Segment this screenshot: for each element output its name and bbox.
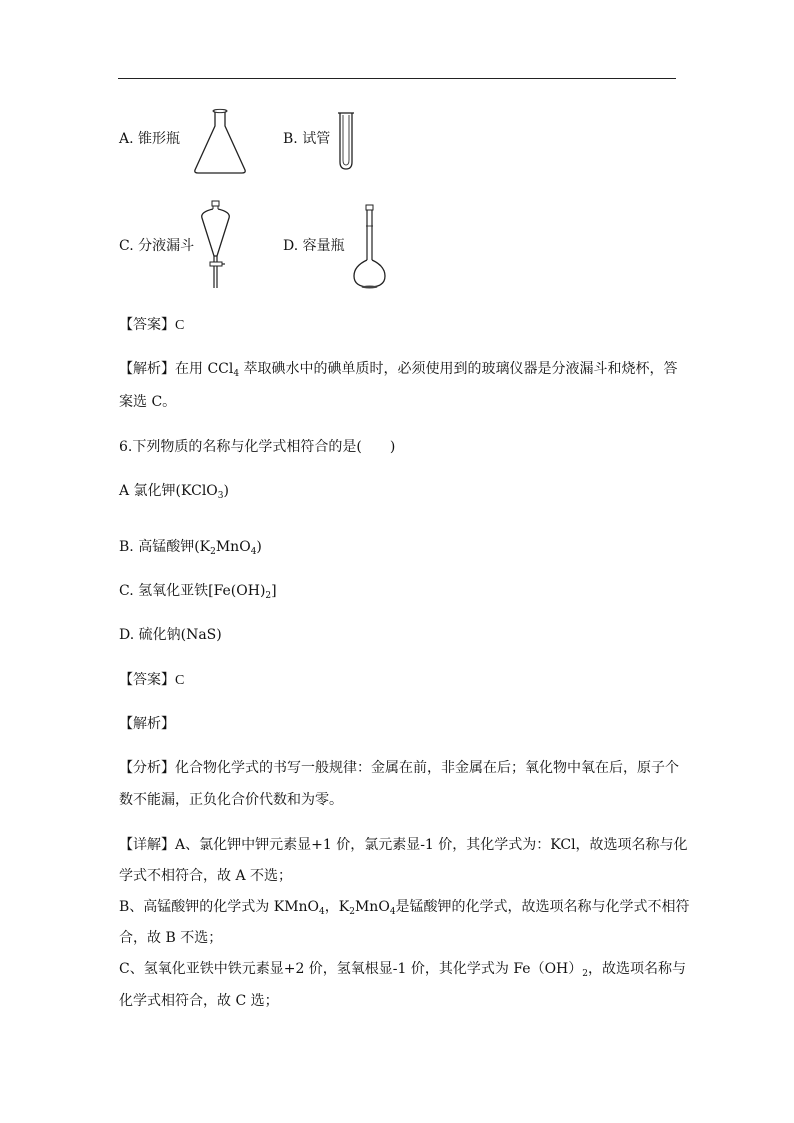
q6-option-c-sub: 2: [265, 591, 272, 601]
q6-xj3-sub1: 4: [319, 907, 325, 917]
q6-xj3-pre: B、高锰酸钾的化学式为 KMnO: [119, 899, 320, 915]
q6-option-c: [119, 583, 277, 601]
q6-answer: [119, 673, 184, 688]
q6-option-b-sub2: 4: [250, 547, 257, 557]
separatory-funnel-icon: [196, 200, 236, 290]
option-c-label: 分液漏斗: [138, 238, 195, 254]
q6-xj5-post: ，故选项名称与: [588, 961, 686, 977]
q6-option-b-sub1: 2: [210, 547, 216, 557]
q6-option-b-mid: MnO: [215, 539, 251, 555]
q6-answer-label: 【答案】: [119, 672, 175, 688]
q6-option-c-end: ]: [271, 583, 277, 599]
q5-analysis-text: 在用 CCl: [175, 361, 234, 377]
q6-option-b-text: B. 高锰酸钾(K: [119, 539, 211, 555]
q6-xiangjie-text: A、氯化钾中钾元素显+1 价，氯元素显-1 价，其化学式为：KCl，故选项名称与化: [175, 837, 688, 853]
q6-xj3-mid: ，K: [324, 899, 350, 915]
q6-option-a-text: A 氯化钾(KClO: [119, 483, 218, 499]
q6-xj3-sub2: 2: [349, 907, 355, 917]
q5-analysis-label: 【解析】: [119, 361, 175, 377]
q6-analysis-label: 【解析】: [119, 716, 175, 732]
q6-fenxi-label: 【分析】: [119, 760, 175, 776]
q6-fenxi-text: 化合物化学式的书写一般规律：金属在前，非金属在后；氧化物中氧在后，原子个: [175, 760, 679, 776]
q5-analysis-line2: 案选 C。: [119, 394, 177, 410]
q6-xiangjie-line4: 合，故 B 不选；: [119, 930, 223, 946]
q6-option-a-sub: 3: [217, 491, 224, 501]
q6-option-b-end: ): [256, 539, 262, 555]
option-d-label: 容量瓶: [302, 238, 345, 254]
option-a-label: 锥形瓶: [138, 131, 181, 147]
q6-xiangjie-line1: [119, 838, 688, 852]
volumetric-flask-icon: [350, 204, 390, 290]
option-b-letter: B.: [283, 131, 298, 147]
q6-xj3-sub3: 4: [389, 907, 396, 917]
q6-option-a-end: ): [223, 483, 229, 499]
q6-fenxi-line1: [119, 761, 679, 775]
option-b-label: 试管: [302, 131, 331, 147]
option-a: [119, 132, 180, 146]
option-c-letter: C.: [119, 238, 134, 254]
q5-answer: [119, 318, 184, 333]
q6-xiangjie-line5: [119, 961, 686, 979]
header-rule: [118, 78, 676, 79]
q6-xiangjie-line2: 学式不相符合，故 A 不选；: [119, 868, 293, 884]
q6-answer-value: C: [175, 673, 185, 688]
q6-xj3-mid2: MnO: [354, 899, 390, 915]
q6-option-c-text: C. 氢氧化亚铁[Fe(OH): [119, 583, 266, 599]
q5-answer-value: C: [175, 318, 185, 333]
option-a-letter: A.: [119, 131, 134, 147]
q6-option-b: [119, 539, 262, 557]
q6-xj3-post: 是锰酸钾的化学式，故选项名称与化学式不相符: [395, 899, 690, 915]
q6-fenxi-line2: 数不能漏，正负化合价代数和为零。: [119, 792, 343, 808]
q6-xiangjie-line3: [119, 899, 690, 917]
option-b: [283, 132, 330, 146]
option-d: [283, 239, 345, 253]
q5-answer-label: 【答案】: [119, 317, 175, 333]
q6-xj5-pre: C、氢氧化亚铁中铁元素显+2 价，氢氧根显-1 价，其化学式为 Fe（OH）: [119, 961, 583, 977]
test-tube-icon: [334, 110, 358, 172]
q6-xiangjie-label: 【详解】: [119, 837, 175, 853]
erlenmeyer-flask-icon: [190, 108, 250, 176]
q6-option-a: [119, 483, 229, 501]
q5-analysis-line1: [119, 361, 678, 379]
q6-xj5-sub: 2: [582, 969, 588, 979]
q6-question: 6.下列物质的名称与化学式相符合的是( ): [119, 439, 396, 455]
q5-analysis-text-cont: 萃取碘水中的碘单质时，必须使用到的玻璃仪器是分液漏斗和烧杯，答: [239, 361, 678, 377]
q5-analysis-sub: 4: [233, 369, 240, 379]
option-c: [119, 239, 194, 253]
q6-option-d: D. 硫化钠(NaS): [119, 627, 222, 643]
option-d-letter: D.: [283, 238, 299, 254]
q6-xiangjie-line6: 化学式相符合，故 C 选；: [119, 993, 279, 1009]
